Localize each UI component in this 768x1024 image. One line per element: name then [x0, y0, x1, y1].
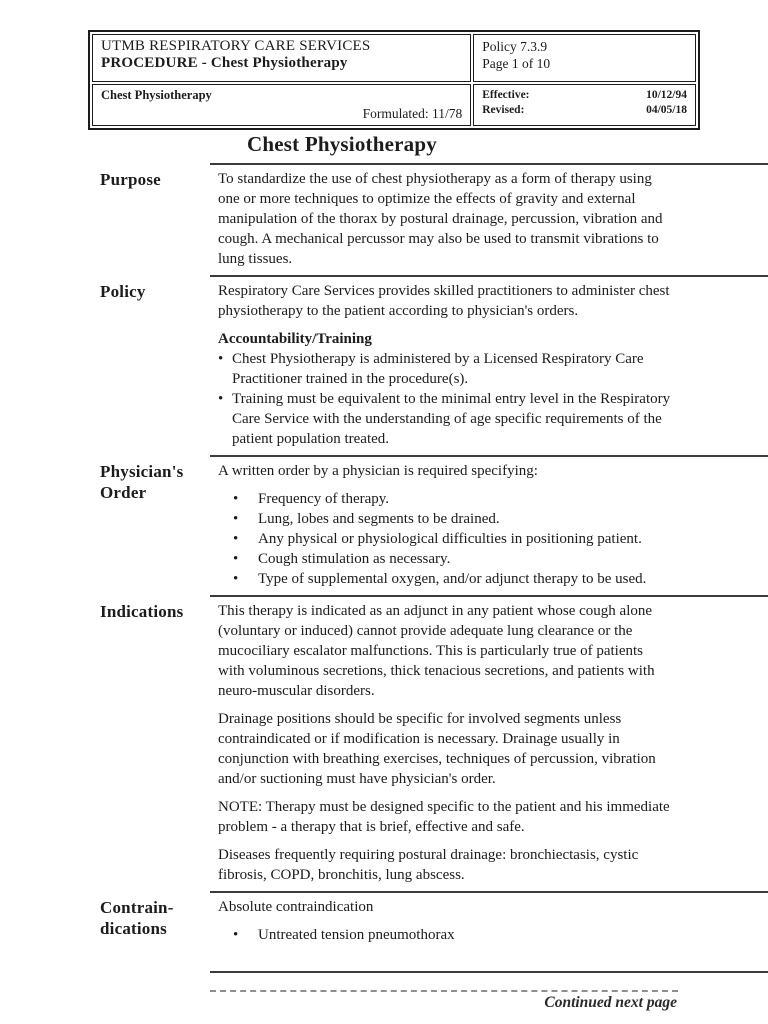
sections-container [100, 163, 768, 973]
procedure-title: PROCEDURE - Chest Physiotherapy [101, 55, 348, 71]
paragraph: This therapy is indicated as an adjunct in any patient whose cough alone (voluntary or induced) cannot provide adequate lung clearance or the mucociliary escalator malfunctions. This is particularly true of patients with voluminous secretions, thick tenacious secretions, and patients with neuro-muscular disorders. [218, 603, 655, 699]
section-label-line: Policy [100, 282, 146, 301]
section-contraindications [100, 891, 768, 973]
list-item: • Frequency of therapy. [218, 489, 672, 509]
section-label-line: Physician's [100, 462, 184, 481]
header-org-cell [92, 34, 471, 82]
section-body [210, 891, 768, 973]
section-policy [100, 275, 768, 455]
bullet-list [218, 925, 672, 945]
section-purpose [100, 163, 768, 275]
paragraph: Diseases frequently requiring postural drainage: bronchiectasis, cystic fibrosis, COPD, bronchitis, lung abscess. [218, 847, 639, 883]
paragraph: Drainage positions should be specific for involved segments unless contraindicated or if modification is necessary. Drainage usually in conjunction with breathing exercises, techniques of percussion, vibration and/or suctioning must have physician's order. [218, 711, 656, 787]
section-label [100, 275, 210, 455]
continued-next-page-note: Continued next page [544, 994, 677, 1011]
footer-divider [210, 990, 678, 992]
section-label-line: Contrain- [100, 898, 174, 917]
paragraph: Respiratory Care Services provides skilled practitioners to administer chest physiotherapy to the patient according to physician's orders. [218, 283, 670, 319]
section-indications [100, 595, 768, 891]
section-physiciansorder [100, 455, 768, 595]
bullet-list [218, 489, 672, 589]
section-label-line: Purpose [100, 170, 161, 189]
policy-number: Policy 7.3.9 [482, 39, 548, 54]
header-policy-cell [473, 34, 696, 82]
list-item: • Training must be equivalent to the minimal entry level in the Respiratory Care Service with the understanding of age specific requirements of the patient population treated. [218, 389, 672, 449]
paragraph: A written order by a physician is required specifying: [218, 463, 538, 479]
effective-label: Effective: [482, 89, 530, 101]
formulated-date: Formulated: 11/78 [362, 106, 463, 121]
section-subheading: Accountability/Training [218, 331, 372, 347]
section-body [210, 163, 768, 275]
section-label-line: Order [100, 483, 147, 502]
list-item: • Any physical or physiological difficulties in positioning patient. [218, 529, 672, 549]
list-item: • Cough stimulation as necessary. [218, 549, 672, 569]
org-name: UTMB RESPIRATORY CARE SERVICES [101, 38, 371, 54]
section-label [100, 455, 210, 595]
paragraph: NOTE: Therapy must be designed specific to the patient and his immediate problem - a therapy that is brief, effective and safe. [218, 799, 670, 835]
section-label [100, 163, 210, 275]
section-body [210, 455, 768, 595]
policy-header-table [88, 30, 700, 130]
list-item: • Type of supplemental oxygen, and/or adjunct therapy to be used. [218, 569, 672, 589]
header-dates-cell [473, 84, 696, 126]
section-body [210, 275, 768, 455]
doc-subtitle: Chest Physiotherapy [101, 88, 212, 102]
bullet-list [218, 349, 672, 449]
paragraph: To standardize the use of chest physiotherapy as a form of therapy using one or more techniques to optimize the effects of gravity and external manipulation of the thorax by postural drainage, percussion, vibration and cough. A mechanical percussor may also be used to transmit vibrations to lung tissues. [218, 171, 663, 267]
section-label [100, 595, 210, 891]
effective-date: 10/12/94 [646, 89, 687, 101]
section-body [210, 595, 768, 891]
page-number: Page 1 of 10 [482, 56, 551, 71]
header-subtitle-cell [92, 84, 471, 126]
revised-date: 04/05/18 [646, 104, 687, 116]
section-label [100, 891, 210, 973]
list-item: • Chest Physiotherapy is administered by a Licensed Respiratory Care Practitioner trained in the procedure(s). [218, 349, 672, 389]
paragraph: Absolute contraindication [218, 899, 374, 915]
list-item: • Lung, lobes and segments to be drained. [218, 509, 672, 529]
page-title: Chest Physiotherapy [247, 132, 437, 156]
revised-label: Revised: [482, 104, 525, 116]
section-label-line: dications [100, 919, 167, 938]
section-label-line: Indications [100, 602, 184, 621]
list-item: • Untreated tension pneumothorax [218, 925, 672, 945]
